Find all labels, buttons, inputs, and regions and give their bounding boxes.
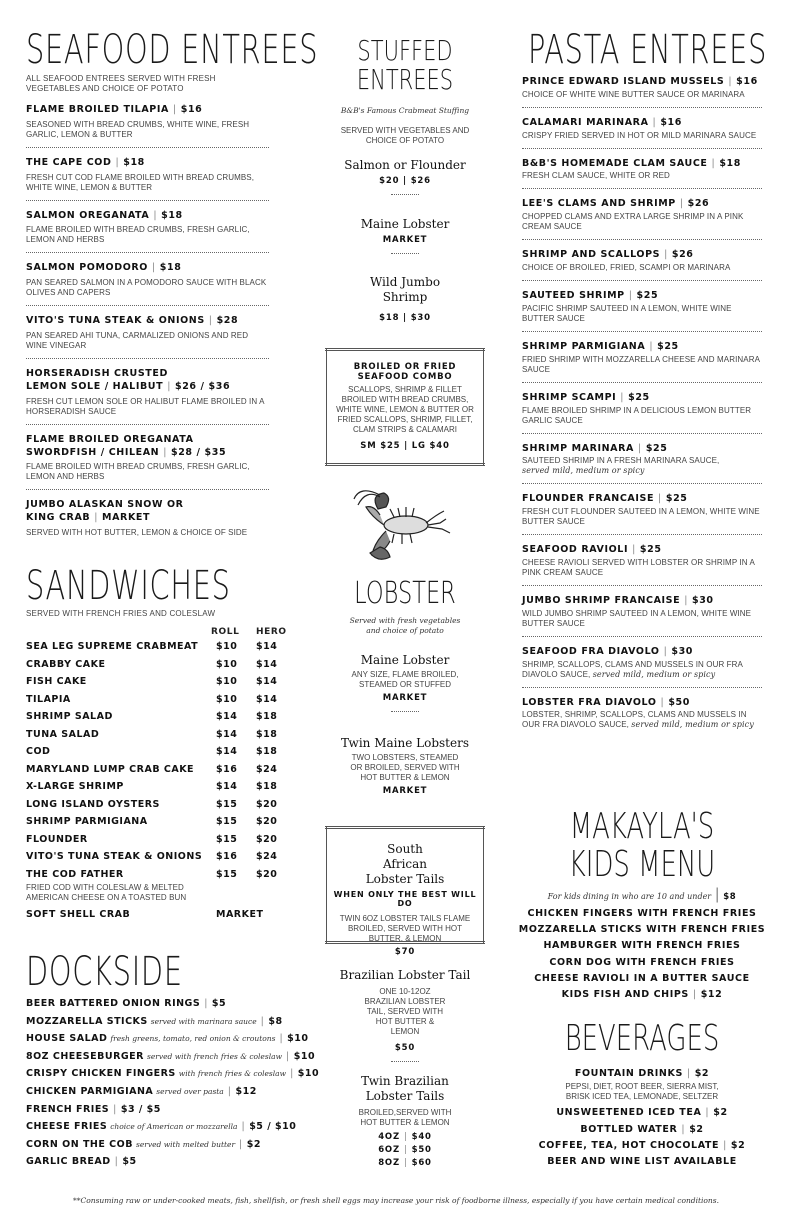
list-item: CRISPY CHICKEN FINGERS with french fries & coleslaw | $10 xyxy=(26,1068,320,1080)
south-african-tag: WHEN ONLY THE BEST WILL DO xyxy=(333,890,477,908)
list-item: CORN DOG WITH FRENCH FRIES xyxy=(549,956,735,968)
menu-item: SHRIMP SCAMPI | $25 FLAME BROILED SHRIMP IN A DELICIOUS LEMON BUTTER GARLIC SAUCE xyxy=(522,391,752,425)
lobster-subtitle: Served with fresh vegetables and choice of potato xyxy=(349,616,461,635)
list-item: CHEESE FRIES choice of American or mozzarella | $5 / $10 xyxy=(26,1121,297,1133)
table-row: COD $14 $18 xyxy=(26,746,278,757)
menu-item: SEAFOOD RAVIOLI | $25 CHEESE RAVIOLI SERVED WITH LOBSTER OR SHRIMP IN A PINK CREAM SAUCE xyxy=(522,544,755,577)
kids-list xyxy=(512,906,772,1003)
stuffed-intro: SERVED WITH VEGETABLES AND CHOICE OF POTATO xyxy=(340,126,470,145)
table-row: MARYLAND LUMP CRAB CAKE $16 $24 xyxy=(26,763,278,775)
south-african-box xyxy=(326,826,484,957)
south-african-name: South African Lobster Tails xyxy=(365,842,445,886)
list-item: COFFEE, TEA, HOT CHOCOLATE | $2 xyxy=(538,1139,746,1151)
menu-item: PRINCE EDWARD ISLAND MUSSELS | $16 CHOICE OF WHITE WINE BUTTER SAUCE OR MARINARA xyxy=(522,76,758,99)
dockside-list xyxy=(26,998,326,1174)
combo-name-line2: SEAFOOD COMBO xyxy=(357,372,453,382)
lobster-item-name: Twin Maine Lobsters xyxy=(340,736,469,750)
menu-item: JUMBO SHRIMP FRANCAISE | $30 WILD JUMBO SHRIMP SAUTEED IN A LEMON, WHITE WINE BUTTER SAUCE xyxy=(522,594,752,628)
menu-item: FLAME BROILED TILAPIA | $16 SEASONED WITH BREAD CRUMBS, WHITE WINE, FRESH GARLIC, LEMON & BUTTER xyxy=(26,104,250,139)
twin-brazilian-size: 6OZ | $50 xyxy=(378,1145,432,1155)
table-row: TILAPIA $10 $14 xyxy=(26,693,278,705)
lobster-item-price: MARKET xyxy=(382,693,428,703)
seafood-list xyxy=(26,104,269,538)
seafood-title: SEAFOOD ENTREES xyxy=(26,27,319,73)
seafood-intro: ALL SEAFOOD ENTREES SERVED WITH FRESH VEGETABLES AND CHOICE OF POTATO xyxy=(26,74,216,94)
footer-disclaimer: **Consuming raw or under-cooked meats, fish, shellfish, or fresh shell eggs may increase your risk of foodborne illness, especially if you have certain medical conditions. xyxy=(73,1196,719,1205)
menu-item: SHRIMP PARMIGIANA | $25 FRIED SHRIMP WITH MOZZARELLA CHEESE AND MARINARA SAUCE xyxy=(522,340,760,374)
stuffed-item-price: $20 | $26 xyxy=(379,176,431,186)
menu-item: B&B'S HOMEMADE CLAM SAUCE | $18 FRESH CLAM SAUCE, WHITE OR RED xyxy=(522,157,741,181)
beverages-title: BEVERAGES xyxy=(564,1018,720,1059)
list-item: CORN ON THE COB served with melted butter | $2 xyxy=(26,1138,261,1150)
combo-desc: SCALLOPS, SHRIMP & FILLET BROILED WITH BREAD CRUMBS, WHITE WINE, LEMON & BUTTER OR FRIED SCALLOPS, SHRIMP, FILLET, CLAM STRIPS & CALAMARI xyxy=(336,385,474,434)
table-row: FISH CAKE $10 $14 xyxy=(26,676,278,687)
list-item: KIDS FISH AND CHIPS | $12 xyxy=(561,989,723,1001)
menu-item: FLAME BROILED OREGANATA SWORDFISH / CHILEAN | $28 / $35 FLAME BROILED WITH BREAD CRUMBS, FRESH GARLIC, LEMON AND HERBS xyxy=(26,433,250,482)
lobster-title: LOBSTER xyxy=(354,576,456,611)
sandwich-table xyxy=(26,619,296,926)
list-item: 8OZ CHEESEBURGER served with french fries & coleslaw | $10 xyxy=(26,1050,316,1062)
lobster-item-desc: ANY SIZE, FLAME BROILED, STEAMED OR STUFFED xyxy=(351,670,459,689)
stuffed-item-name: Salmon or Flounder xyxy=(344,158,466,172)
table-row: SHRIMP SALAD $14 $18 xyxy=(26,711,278,722)
fountain-desc: PEPSI, DIET, ROOT BEER, SIERRA MIST, BRISK ICED TEA, LEMONADE, SELTZER xyxy=(565,1082,719,1101)
list-item: CHICKEN FINGERS WITH FRENCH FRIES xyxy=(527,908,757,919)
menu-item: FLOUNDER FRANCAISE | $25 FRESH CUT FLOUNDER SAUTEED IN A LEMON, WHITE WINE BUTTER SAUCE xyxy=(522,493,760,527)
table-row: VITO'S TUNA STEAK & ONIONS $16 $24 xyxy=(26,851,278,862)
list-item: UNSWEETENED ICED TEA | $2 xyxy=(556,1107,728,1119)
table-row: TUNA SALAD $14 $18 xyxy=(26,728,278,740)
lobster-icon xyxy=(350,487,460,567)
list-item: MOZZARELLA STICKS WITH FRENCH FRIES xyxy=(518,924,766,936)
list-item: CHEESE RAVIOLI IN A BUTTER SAUCE xyxy=(534,972,750,984)
table-row: FLOUNDER $15 $20 xyxy=(26,833,278,845)
menu-item: SALMON POMODORO | $18 PAN SEARED SALMON IN A POMODORO SAUCE WITH BLACK OLIVES AND CAPERS xyxy=(26,262,267,298)
list-item: FOUNTAIN DRINKS | $2 xyxy=(574,1068,710,1079)
sandwiches-intro: SERVED WITH FRENCH FRIES AND COLESLAW xyxy=(26,609,216,618)
beverages-list xyxy=(522,1066,762,1170)
menu-item: SEAFOOD FRA DIAVOLO | $30 SHRIMP, SCALLOPS, CLAMS AND MUSSELS IN OUR FRA DIAVOLO SAUCE, served mild, medium or spicy xyxy=(522,645,743,679)
kids-title-line2: KIDS MENU xyxy=(568,843,716,885)
brazilian-name: Brazilian Lobster Tail xyxy=(339,968,471,982)
lobster-item-price: MARKET xyxy=(382,786,428,796)
combo-name-line1: BROILED OR FRIED xyxy=(353,362,457,372)
menu-item: LOBSTER FRA DIAVOLO | $50 LOBSTER, SHRIMP, SCALLOPS, CLAMS AND MUSSELS IN OUR FRA DIAVOLO SAUCE, served mild, medium or spicy xyxy=(522,696,754,730)
column-roll: ROLL xyxy=(211,627,240,637)
table-row: LONG ISLAND OYSTERS $15 $20 xyxy=(26,798,278,810)
brazilian-price: $50 xyxy=(394,1043,416,1053)
table-row: SOFT SHELL CRAB MARKET xyxy=(26,908,264,920)
list-item: BOTTLED WATER | $2 xyxy=(580,1123,704,1135)
stuffed-item-name: Maine Lobster xyxy=(360,217,450,231)
menu-item: LEE'S CLAMS AND SHRIMP | $26 CHOPPED CLAMS AND EXTRA LARGE SHRIMP IN A PINK CREAM SAUCE xyxy=(522,198,744,232)
menu-item: CALAMARI MARINARA | $16 CRISPY FRIED SERVED IN HOT OR MILD MARINARA SAUCE xyxy=(522,116,757,140)
list-item: MOZZARELLA STICKS served with marinara sauce | $8 xyxy=(26,1015,283,1027)
seafood-combo-box xyxy=(326,348,484,466)
south-african-price: $70 xyxy=(394,947,416,957)
table-row: THE COD FATHER $15 $20 xyxy=(26,868,278,880)
stuffed-subtitle: B&B's Famous Crabmeat Stuffing xyxy=(340,106,470,115)
menu-item: JUMBO ALASKAN SNOW OR KING CRAB | MARKET SERVED WITH HOT BUTTER, LEMON & CHOICE OF SIDE xyxy=(26,499,248,537)
twin-brazilian-size: 4OZ | $40 xyxy=(378,1132,432,1142)
brazilian-desc: ONE 10-12OZ BRAZILIAN LOBSTER TAIL, SERVED WITH HOT BUTTER & LEMON xyxy=(364,987,446,1036)
dockside-title: DOCKSIDE xyxy=(26,949,183,995)
sandwiches-title: SANDWICHES xyxy=(26,563,231,609)
twin-brazilian-desc: BROILED,SERVED WITH HOT BUTTER & LEMON xyxy=(358,1108,452,1127)
beer-wine-note: BEER AND WINE LIST AVAILABLE xyxy=(547,1156,737,1167)
twin-brazilian-size: 8OZ | $60 xyxy=(378,1158,432,1168)
combo-price: SM $25 | LG $40 xyxy=(360,441,450,451)
stuffed-title-line1: STUFFED xyxy=(357,34,453,67)
menu-item: VITO'S TUNA STEAK & ONIONS | $28 PAN SEARED AHI TUNA, CARMALIZED ONIONS AND RED WINE VINEGAR xyxy=(26,315,249,351)
stuffed-item-name: Wild Jumbo Shrimp xyxy=(369,275,441,304)
sandwich-table-header xyxy=(26,627,296,637)
table-row: CRABBY CAKE $10 $14 xyxy=(26,658,278,670)
kids-subtitle: For kids dining in who are 10 and under | $8 xyxy=(547,886,737,903)
table-row: X-LARGE SHRIMP $14 $18 xyxy=(26,781,278,792)
menu-item: THE CAPE COD | $18 FRESH CUT COD FLAME BROILED WITH BREAD CRUMBS, WHITE WINE, LEMON & BUTTER xyxy=(26,156,255,192)
pasta-list xyxy=(522,76,762,730)
menu-item: SAUTEED SHRIMP | $25 PACIFIC SHRIMP SAUTEED IN A LEMON, WHITE WINE BUTTER SAUCE xyxy=(522,290,732,323)
stuffed-title-line2: ENTREES xyxy=(356,63,454,97)
list-item: HOUSE SALAD fresh greens, tomato, red onion & croutons | $10 xyxy=(26,1033,309,1045)
list-item: HAMBURGER WITH FRENCH FRIES xyxy=(543,940,741,952)
menu-item: SALMON OREGANATA | $18 FLAME BROILED WITH BREAD CRUMBS, FRESH GARLIC, LEMON AND HERBS xyxy=(26,209,250,245)
lobster-item-name: Maine Lobster xyxy=(360,653,450,667)
table-row: SHRIMP PARMIGIANA $15 $20 xyxy=(26,816,278,827)
sandwich-rows xyxy=(26,641,296,883)
menu-item: SHRIMP MARINARA | $25 SAUTEED SHRIMP IN A FRESH MARINARA SAUCE, served mild, medium or spicy xyxy=(522,442,720,476)
column-hero: HERO xyxy=(256,627,287,637)
stuffed-item-price: $18 | $30 xyxy=(379,313,431,323)
list-item: BEER BATTERED ONION RINGS | $5 xyxy=(26,998,227,1009)
list-item: CHICKEN PARMIGIANA served over pasta | $12 xyxy=(26,1085,257,1097)
south-african-desc: TWIN 6OZ LOBSTER TAILS FLAME BROILED, SERVED WITH HOT BUTTER, & LEMON xyxy=(339,914,471,943)
cod-father-desc: FRIED COD WITH COLESLAW & MELTED AMERICAN CHEESE ON A TOASTED BUN xyxy=(26,882,187,902)
list-item: FRENCH FRIES | $3 / $5 xyxy=(26,1103,161,1115)
list-item: GARLIC BREAD | $5 xyxy=(26,1156,137,1168)
stuffed-item-price: MARKET xyxy=(382,235,428,245)
lobster-item-desc: TWO LOBSTERS, STEAMED OR BROILED, SERVED WITH HOT BUTTER & LEMON xyxy=(350,753,460,782)
twin-brazilian-name: Twin Brazilian Lobster Tails xyxy=(361,1074,449,1103)
menu-item: HORSERADISH CRUSTED LEMON SOLE / HALIBUT | $26 / $36 FRESH CUT LEMON SOLE OR HALIBUT FLAME BROILED IN A HORSERADISH SAUCE xyxy=(26,368,265,416)
table-row: SEA LEG SUPREME CRABMEAT $10 $14 xyxy=(26,641,278,652)
kids-title-line1: MAKAYLA'S xyxy=(569,806,715,847)
pasta-title: PASTA ENTREES xyxy=(528,27,768,73)
menu-item: SHRIMP AND SCALLOPS | $26 CHOICE OF BROILED, FRIED, SCAMPI OR MARINARA xyxy=(522,249,731,273)
